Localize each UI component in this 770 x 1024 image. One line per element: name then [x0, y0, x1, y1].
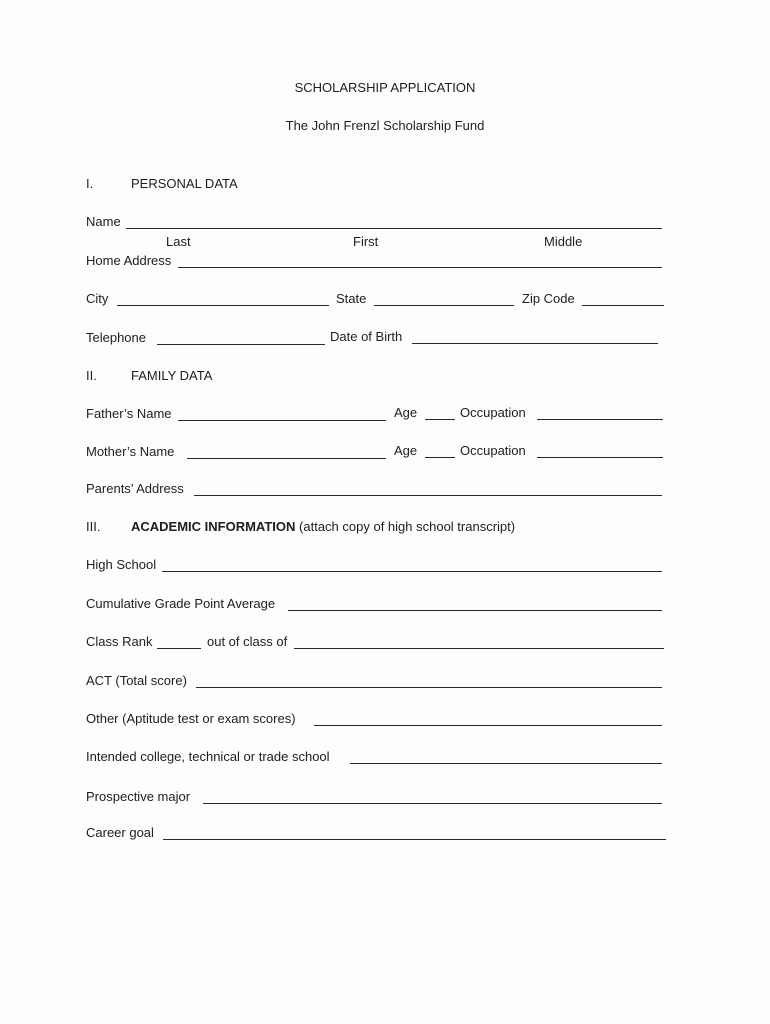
father-age-input-line[interactable]: [425, 419, 455, 420]
other-scores-input-line[interactable]: [314, 725, 662, 726]
home-address-label: Home Address: [86, 253, 172, 268]
home-address-input-line[interactable]: [178, 267, 662, 268]
section-iii-note: (attach copy of high school transcript): [299, 519, 516, 534]
name-input-line[interactable]: [126, 228, 662, 229]
fathers-name-label: Father’s Name: [86, 406, 172, 421]
zip-code-label: Zip Code: [522, 291, 575, 306]
out-of-class-of-label: out of class of: [207, 634, 288, 649]
father-occupation-input-line[interactable]: [537, 419, 663, 420]
class-rank-label: Class Rank: [86, 634, 153, 649]
state-input-line[interactable]: [374, 305, 514, 306]
section-iii-title: ACADEMIC INFORMATION: [131, 519, 296, 534]
telephone-input-line[interactable]: [157, 344, 325, 345]
section-i-numeral: I.: [86, 176, 94, 191]
class-size-input-line[interactable]: [294, 648, 664, 649]
parents-address-input-line[interactable]: [194, 495, 662, 496]
career-goal-input-line[interactable]: [163, 839, 666, 840]
form-subtitle: The John Frenzl Scholarship Fund: [285, 118, 485, 133]
section-ii-numeral: II.: [86, 368, 97, 383]
section-i-title: PERSONAL DATA: [131, 176, 238, 191]
fathers-name-input-line[interactable]: [178, 420, 386, 421]
high-school-input-line[interactable]: [162, 571, 662, 572]
class-rank-input-line[interactable]: [157, 648, 201, 649]
act-score-label: ACT (Total score): [86, 673, 187, 688]
city-input-line[interactable]: [117, 305, 329, 306]
date-of-birth-label: Date of Birth: [330, 329, 403, 344]
form-title: SCHOLARSHIP APPLICATION: [294, 80, 476, 95]
gpa-input-line[interactable]: [288, 610, 662, 611]
section-ii-title: FAMILY DATA: [131, 368, 213, 383]
intended-school-label: Intended college, technical or trade school: [86, 749, 330, 764]
date-of-birth-input-line[interactable]: [412, 343, 658, 344]
mothers-name-label: Mother’s Name: [86, 444, 175, 459]
act-score-input-line[interactable]: [196, 687, 662, 688]
name-label: Name: [86, 214, 121, 229]
state-label: State: [336, 291, 367, 306]
mother-age-input-line[interactable]: [425, 457, 455, 458]
prospective-major-label: Prospective major: [86, 789, 191, 804]
name-first-sublabel: First: [353, 234, 379, 249]
mothers-name-input-line[interactable]: [187, 458, 386, 459]
other-scores-label: Other (Aptitude test or exam scores): [86, 711, 296, 726]
high-school-label: High School: [86, 557, 157, 572]
gpa-label: Cumulative Grade Point Average: [86, 596, 276, 611]
city-label: City: [86, 291, 109, 306]
parents-address-label: Parents’ Address: [86, 481, 184, 496]
section-iii-numeral: III.: [86, 519, 101, 534]
father-age-label: Age: [394, 405, 418, 420]
section-iii-heading: [131, 519, 515, 535]
intended-school-input-line[interactable]: [350, 763, 662, 764]
telephone-label: Telephone: [86, 330, 146, 345]
name-middle-sublabel: Middle: [544, 234, 583, 249]
mother-age-label: Age: [394, 443, 418, 458]
prospective-major-input-line[interactable]: [203, 803, 662, 804]
father-occupation-label: Occupation: [460, 405, 526, 420]
mother-occupation-input-line[interactable]: [537, 457, 663, 458]
name-last-sublabel: Last: [166, 234, 191, 249]
zip-code-input-line[interactable]: [582, 305, 664, 306]
mother-occupation-label: Occupation: [460, 443, 526, 458]
career-goal-label: Career goal: [86, 825, 154, 840]
